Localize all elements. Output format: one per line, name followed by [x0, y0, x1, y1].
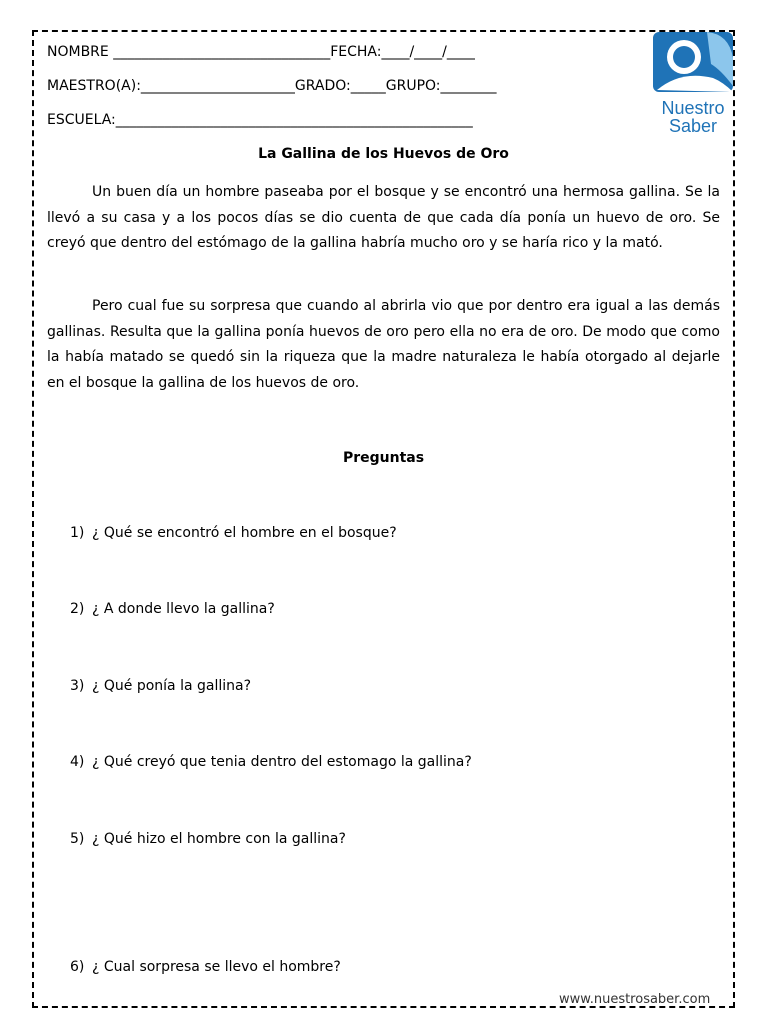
maestro-grado-grupo-line: MAESTRO(A):______________________GRADO:_____GRUPO:________: [47, 78, 497, 94]
story-paragraph-1: Un buen día un hombre paseaba por el bosque y se encontró una hermosa gallina. Se la llevó a su casa y a los pocos días se dio cuenta de que cada día ponía un huevo de oro. Se creyó que dentro del estómago de la gallina habría mucho oro y se haría rico y la mató.: [47, 184, 720, 251]
question-2: 2) ¿ A donde llevo la gallina?: [70, 601, 275, 617]
footer-url: www.nuestrosaber.com: [559, 992, 711, 1007]
page-border: [32, 30, 735, 1008]
story-paragraph-2: Pero cual fue su sorpresa que cuando al abrirla vio que por dentro era igual a las demás gallinas. Resulta que la gallina ponía huevos de oro pero ella no era de oro. De modo que como la había matado se quedó sin la riqueza que la madre naturaleza le había otorgado al dejarle en el bosque la gallina de los huevos de oro.: [47, 298, 720, 391]
nombre-fecha-line: NOMBRE _______________________________FECHA:____/____/____: [47, 44, 475, 60]
logo-text-line1: Nuestro: [661, 98, 725, 118]
question-5: 5) ¿ Qué hizo el hombre con la gallina?: [70, 831, 346, 847]
story-title: La Gallina de los Huevos de Oro: [258, 146, 509, 162]
questions-heading: Preguntas: [342, 450, 425, 466]
question-6: 6) ¿ Cual sorpresa se llevo el hombre?: [70, 959, 341, 975]
escuela-line: ESCUELA:___________________________________________________: [47, 112, 473, 128]
logo-icon: [651, 30, 735, 136]
question-4: 4) ¿ Qué creyó que tenia dentro del estomago la gallina?: [70, 754, 472, 770]
question-3: 3) ¿ Qué ponía la gallina?: [70, 678, 252, 694]
logo-text-line2: Saber: [668, 116, 718, 136]
nuestro-saber-logo: [651, 30, 735, 136]
question-1: 1) ¿ Qué se encontró el hombre en el bosque?: [70, 525, 397, 541]
